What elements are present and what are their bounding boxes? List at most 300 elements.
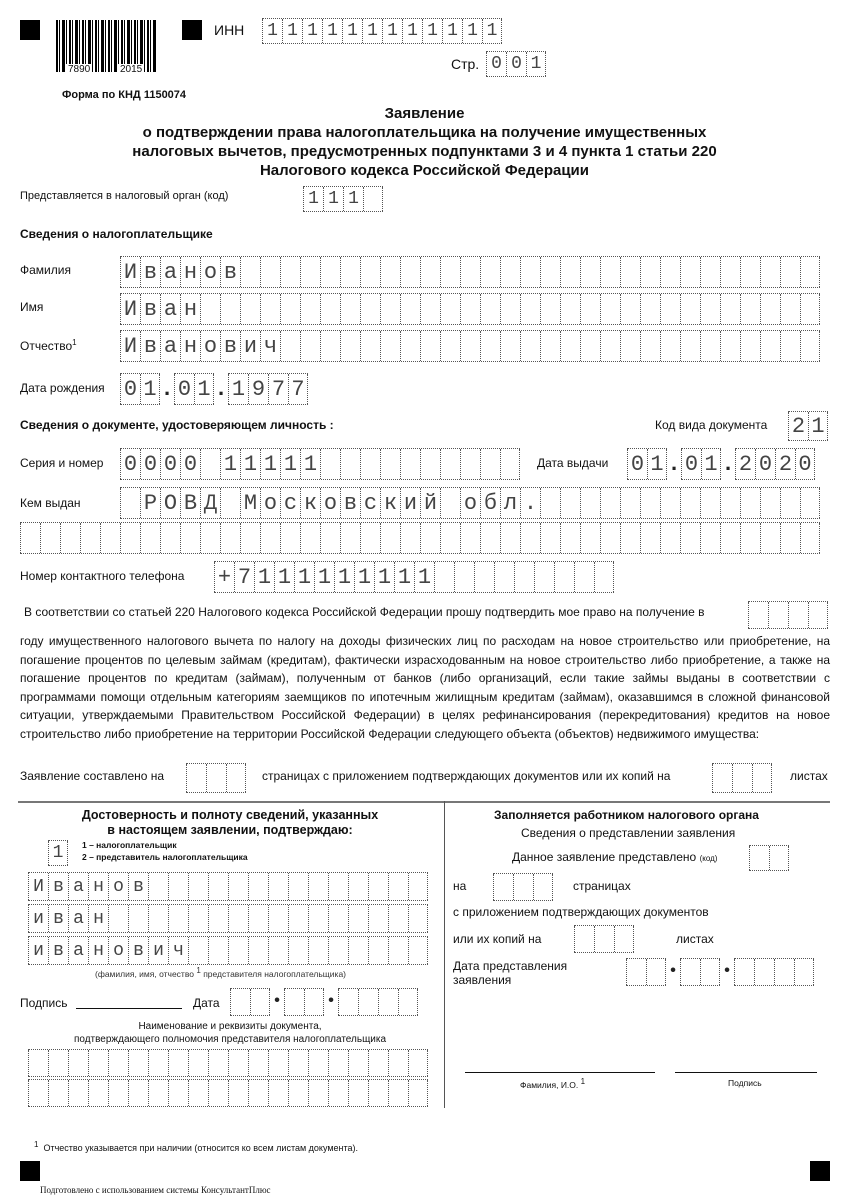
corner-marker-top-middle <box>182 20 202 40</box>
char-cell <box>80 523 100 553</box>
char-cell <box>188 1080 208 1106</box>
char-cell <box>780 294 800 324</box>
column-divider <box>444 801 445 1108</box>
submission-date-label-line-2: заявления <box>453 973 512 987</box>
date-separator: • <box>666 957 680 985</box>
char-cell <box>640 488 660 518</box>
char-cell <box>128 1080 148 1106</box>
request-intro: В соответствии со статьей 220 Налогового кодекса Российской Федерации прошу подтвердить мое право на получение в <box>24 605 705 619</box>
char-cell <box>228 873 248 900</box>
official-signature-line[interactable] <box>675 1072 817 1073</box>
char-cell <box>420 294 440 324</box>
char-cell <box>680 488 700 518</box>
char-cell <box>128 905 148 932</box>
char-cell: н <box>180 294 200 324</box>
footnote-ref: 1 <box>196 966 201 975</box>
series-number-label: Серия и номер <box>20 456 104 470</box>
char-cell <box>168 1080 188 1106</box>
char-cell <box>408 1080 428 1106</box>
char-cell: 1 <box>394 562 414 592</box>
char-cell <box>680 523 700 553</box>
rep-caption-text: (фамилия, имя, отчество <box>95 968 194 979</box>
footnote <box>34 1140 358 1153</box>
char-cell <box>774 959 794 985</box>
char-cell <box>480 331 500 361</box>
char-cell <box>348 1080 368 1106</box>
char-cell: 1 <box>280 449 300 479</box>
char-cell <box>680 959 700 985</box>
rep-surname-field[interactable] <box>28 872 428 901</box>
char-cell <box>660 523 680 553</box>
official-sheets-field[interactable] <box>574 925 634 953</box>
char-cell <box>700 331 720 361</box>
birth-month[interactable] <box>174 373 214 405</box>
char-cell <box>320 257 340 287</box>
char-cell: 1 <box>323 187 343 211</box>
char-cell <box>360 257 380 287</box>
char-cell <box>248 873 268 900</box>
char-cell <box>388 1080 408 1106</box>
char-cell: 1 <box>526 52 546 76</box>
char-cell <box>380 294 400 324</box>
char-cell <box>620 294 640 324</box>
char-cell: 1 <box>402 19 422 43</box>
char-cell <box>220 523 240 553</box>
char-cell <box>320 523 340 553</box>
char-cell <box>533 874 553 900</box>
char-cell <box>420 523 440 553</box>
char-cell <box>680 294 700 324</box>
char-cell <box>408 905 428 932</box>
char-cell: 7 <box>234 562 254 592</box>
char-cell <box>620 523 640 553</box>
patronymic-label <box>20 338 77 353</box>
char-cell: и <box>28 937 48 964</box>
issue-year[interactable] <box>735 448 815 480</box>
page-number-field[interactable] <box>486 51 546 77</box>
char-cell: 0 <box>120 449 140 479</box>
char-cell: + <box>214 562 234 592</box>
char-cell <box>660 294 680 324</box>
char-cell <box>514 562 534 592</box>
char-cell <box>600 523 620 553</box>
char-cell: с <box>360 488 380 518</box>
attachments-label: с приложением подтверждающих документов <box>453 905 709 919</box>
char-cell <box>88 1080 108 1106</box>
char-cell <box>368 1080 388 1106</box>
char-cell <box>640 294 660 324</box>
char-cell <box>228 937 248 964</box>
signer-option-2: 2 – представитель налогоплательщика <box>82 852 248 862</box>
char-cell <box>188 1050 208 1076</box>
char-cell: к <box>300 488 320 518</box>
char-cell <box>300 523 320 553</box>
char-cell <box>660 488 680 518</box>
sheets-count-field[interactable] <box>712 763 772 793</box>
birth-year[interactable] <box>228 373 308 405</box>
char-cell: И <box>120 294 140 324</box>
char-cell: 1 <box>220 449 240 479</box>
char-cell <box>288 1050 308 1076</box>
char-cell <box>20 523 40 553</box>
char-cell <box>200 449 220 479</box>
confirm-month[interactable] <box>284 988 324 1016</box>
char-cell <box>500 331 520 361</box>
char-cell <box>108 1080 128 1106</box>
char-cell <box>120 488 140 518</box>
char-cell: 1 <box>342 19 362 43</box>
char-cell: а <box>68 873 88 900</box>
official-fio-caption <box>520 1077 585 1090</box>
pages-count-field[interactable] <box>186 763 246 793</box>
char-cell: с <box>280 488 300 518</box>
char-cell <box>600 294 620 324</box>
inn-field[interactable] <box>262 18 502 44</box>
char-cell <box>720 523 740 553</box>
char-cell <box>148 873 168 900</box>
char-cell: 1 <box>362 19 382 43</box>
signature-label: Подпись <box>20 996 68 1010</box>
char-cell <box>88 1050 108 1076</box>
char-cell <box>348 905 368 932</box>
title-line-2: о подтверждении права налогоплательщика на получение имущественных <box>142 124 707 141</box>
prepared-with-note: Подготовлено с использованием системы КонсультантПлюс <box>40 1185 271 1195</box>
char-cell <box>186 764 206 792</box>
char-cell <box>640 257 660 287</box>
birth-date-field[interactable] <box>120 373 308 405</box>
surname-field[interactable] <box>120 256 820 288</box>
char-cell: 1 <box>48 841 68 865</box>
issued-by-field-line-2[interactable] <box>20 522 820 554</box>
char-cell: в <box>340 488 360 518</box>
char-cell: 0 <box>486 52 506 76</box>
authority-doc-field-line-1[interactable] <box>28 1049 428 1077</box>
pages-label-end: листах <box>790 769 828 783</box>
char-cell: И <box>120 257 140 287</box>
fio-caption-text: Фамилия, И.О. <box>520 1079 579 1090</box>
doc-caption-line-2: подтверждающего полномочия представителя налогоплательщика <box>73 1034 387 1045</box>
char-cell <box>368 937 388 964</box>
char-cell <box>540 488 560 518</box>
char-cell: 7 <box>268 374 288 404</box>
char-cell <box>288 937 308 964</box>
submitted-label <box>512 850 717 864</box>
pages-label-start: Заявление составлено на <box>20 769 165 783</box>
submission-date-label <box>453 959 567 987</box>
char-cell: 0 <box>755 449 775 479</box>
char-cell <box>560 331 580 361</box>
document-title <box>0 104 849 180</box>
confirm-date-field[interactable] <box>230 988 418 1016</box>
char-cell <box>240 294 260 324</box>
char-cell <box>600 331 620 361</box>
char-cell: и <box>240 331 260 361</box>
char-cell <box>800 294 820 324</box>
char-cell <box>700 523 720 553</box>
char-cell <box>68 1080 88 1106</box>
char-cell: 1 <box>294 562 314 592</box>
char-cell: 0 <box>174 374 194 404</box>
rep-patronymic-field[interactable] <box>28 936 428 965</box>
date-separator: • <box>324 987 338 1015</box>
char-cell: М <box>240 488 260 518</box>
char-cell: а <box>68 937 88 964</box>
char-cell <box>700 294 720 324</box>
char-cell <box>749 846 769 870</box>
taxpayer-section-title: Сведения о налогоплательщике <box>20 227 213 241</box>
title-line-4: Налогового кодекса Российской Федерации <box>259 162 590 179</box>
char-cell <box>460 294 480 324</box>
char-cell: а <box>160 294 180 324</box>
char-cell <box>754 959 774 985</box>
char-cell <box>200 294 220 324</box>
char-cell <box>480 523 500 553</box>
doc-caption-line-1: Наименование и реквизиты документа, <box>138 1021 322 1032</box>
char-cell: 1 <box>314 562 334 592</box>
char-cell <box>388 905 408 932</box>
char-cell <box>140 523 160 553</box>
char-cell: в <box>48 905 68 932</box>
char-cell <box>230 989 250 1015</box>
char-cell <box>120 523 140 553</box>
char-cell <box>360 523 380 553</box>
corner-marker-bottom-left <box>20 1161 40 1181</box>
char-cell <box>360 294 380 324</box>
char-cell <box>398 989 418 1015</box>
char-cell <box>300 294 320 324</box>
issue-date-field[interactable] <box>627 448 815 480</box>
char-cell <box>420 331 440 361</box>
char-cell <box>368 1050 388 1076</box>
confirm-title <box>20 808 440 838</box>
char-cell <box>340 294 360 324</box>
doc-type-field[interactable] <box>788 411 828 441</box>
char-cell <box>720 331 740 361</box>
char-cell <box>434 562 454 592</box>
signer-type-field[interactable] <box>48 840 68 866</box>
char-cell <box>348 1050 368 1076</box>
char-cell <box>440 449 460 479</box>
char-cell: 2 <box>735 449 755 479</box>
char-cell <box>260 257 280 287</box>
date-separator: . <box>214 372 228 404</box>
char-cell <box>460 331 480 361</box>
char-cell: 1 <box>647 449 667 479</box>
char-cell <box>260 523 280 553</box>
confirm-day[interactable] <box>230 988 270 1016</box>
char-cell <box>800 488 820 518</box>
char-cell <box>480 257 500 287</box>
char-cell <box>248 1050 268 1076</box>
char-cell <box>760 523 780 553</box>
char-cell: о <box>460 488 480 518</box>
char-cell <box>338 989 358 1015</box>
char-cell <box>48 1080 68 1106</box>
char-cell <box>454 562 474 592</box>
date-separator: • <box>270 987 284 1015</box>
char-cell <box>48 1050 68 1076</box>
char-cell: 1 <box>334 562 354 592</box>
authority-doc-field-line-2[interactable] <box>28 1079 428 1107</box>
char-cell <box>420 257 440 287</box>
submission-year[interactable] <box>734 958 814 986</box>
rep-name-field[interactable] <box>28 904 428 933</box>
char-cell <box>580 257 600 287</box>
char-cell <box>208 1050 228 1076</box>
char-cell <box>388 1050 408 1076</box>
char-cell: 1 <box>194 374 214 404</box>
char-cell <box>280 523 300 553</box>
char-cell: в <box>140 331 160 361</box>
date-separator: . <box>667 447 681 479</box>
char-cell <box>620 257 640 287</box>
signature-line[interactable] <box>76 1008 182 1009</box>
char-cell <box>614 926 634 952</box>
submission-month[interactable] <box>680 958 720 986</box>
char-cell: О <box>160 488 180 518</box>
tax-authority-label: Представляется в налоговый орган (код) <box>20 190 229 202</box>
tax-authority-code-field[interactable] <box>303 186 383 212</box>
confirm-year[interactable] <box>338 988 418 1016</box>
issue-month[interactable] <box>681 448 721 480</box>
char-cell <box>600 257 620 287</box>
confirm-title-line-1: Достоверность и полноту сведений, указанных <box>81 808 379 822</box>
char-cell: л <box>500 488 520 518</box>
char-cell: в <box>48 937 68 964</box>
char-cell <box>594 926 614 952</box>
char-cell <box>160 523 180 553</box>
submission-day[interactable] <box>626 958 666 986</box>
char-cell: В <box>180 488 200 518</box>
char-cell <box>368 873 388 900</box>
birth-date-label: Дата рождения <box>20 381 105 395</box>
char-cell: о <box>320 488 340 518</box>
char-cell: н <box>180 331 200 361</box>
char-cell <box>100 523 120 553</box>
char-cell: о <box>200 331 220 361</box>
char-cell <box>328 1080 348 1106</box>
phone-label: Номер контактного телефона <box>20 569 185 583</box>
char-cell <box>340 331 360 361</box>
char-cell <box>408 1050 428 1076</box>
footnote-number: 1 <box>34 1140 39 1149</box>
char-cell <box>400 449 420 479</box>
char-cell: 0 <box>681 449 701 479</box>
deduction-year-field[interactable] <box>748 601 828 629</box>
char-cell <box>800 257 820 287</box>
date-separator: . <box>160 372 174 404</box>
char-cell <box>68 1050 88 1076</box>
char-cell <box>440 523 460 553</box>
char-cell <box>780 488 800 518</box>
official-title: Заполняется работником налогового органа <box>494 808 759 822</box>
official-pages-field[interactable] <box>493 873 553 901</box>
char-cell <box>460 257 480 287</box>
char-cell <box>752 764 772 792</box>
char-cell <box>560 257 580 287</box>
date-label: Дата <box>193 996 220 1010</box>
char-cell: ч <box>260 331 280 361</box>
char-cell <box>228 1050 248 1076</box>
char-cell <box>520 331 540 361</box>
char-cell <box>768 602 788 628</box>
official-signature-caption: Подпись <box>728 1078 762 1088</box>
char-cell <box>320 331 340 361</box>
char-cell: 1 <box>462 19 482 43</box>
submitted-code-field[interactable] <box>749 845 789 871</box>
title-line-3: налоговых вычетов, предусмотренных подпунктами 3 и 4 пункта 1 статьи 220 <box>132 143 717 160</box>
char-cell: 1 <box>240 449 260 479</box>
issue-day[interactable] <box>627 448 667 480</box>
char-cell <box>580 331 600 361</box>
char-cell <box>760 294 780 324</box>
series-number-field[interactable] <box>120 448 520 480</box>
char-cell <box>308 1050 328 1076</box>
char-cell <box>400 257 420 287</box>
char-cell <box>268 1050 288 1076</box>
char-cell <box>220 294 240 324</box>
issued-by-field[interactable] <box>120 487 820 519</box>
char-cell <box>769 846 789 870</box>
char-cell <box>574 562 594 592</box>
char-cell <box>148 1080 168 1106</box>
char-cell <box>240 257 260 287</box>
char-cell <box>780 523 800 553</box>
name-field[interactable] <box>120 293 820 325</box>
char-cell <box>108 1050 128 1076</box>
char-cell <box>288 873 308 900</box>
char-cell <box>808 602 828 628</box>
char-cell <box>520 294 540 324</box>
char-cell <box>268 873 288 900</box>
char-cell <box>108 905 128 932</box>
patronymic-label-text: Отчество <box>20 339 73 353</box>
char-cell: 0 <box>140 449 160 479</box>
char-cell <box>460 523 480 553</box>
official-fio-line[interactable] <box>465 1072 655 1073</box>
footnote-ref: 1 <box>72 338 77 347</box>
char-cell <box>240 523 260 553</box>
char-cell <box>500 449 520 479</box>
char-cell <box>284 989 304 1015</box>
char-cell <box>646 959 666 985</box>
date-separator: . <box>721 447 735 479</box>
char-cell: 0 <box>795 449 815 479</box>
char-cell <box>440 257 460 287</box>
char-cell <box>734 959 754 985</box>
char-cell <box>378 989 398 1015</box>
char-cell: о <box>108 873 128 900</box>
char-cell: 1 <box>303 187 323 211</box>
submission-date-field[interactable] <box>626 958 814 986</box>
char-cell <box>148 905 168 932</box>
char-cell <box>540 257 560 287</box>
char-cell: в <box>128 873 148 900</box>
patronymic-field[interactable] <box>120 330 820 362</box>
char-cell: в <box>48 873 68 900</box>
char-cell: 1 <box>274 562 294 592</box>
birth-day[interactable] <box>120 373 160 405</box>
char-cell <box>700 257 720 287</box>
char-cell <box>280 294 300 324</box>
char-cell <box>740 331 760 361</box>
official-pages-label: страницах <box>573 879 631 893</box>
phone-field[interactable] <box>214 561 614 593</box>
char-cell: и <box>400 488 420 518</box>
signer-option-1: 1 – налогоплательщик <box>82 840 177 850</box>
char-cell <box>788 602 808 628</box>
char-cell <box>540 523 560 553</box>
